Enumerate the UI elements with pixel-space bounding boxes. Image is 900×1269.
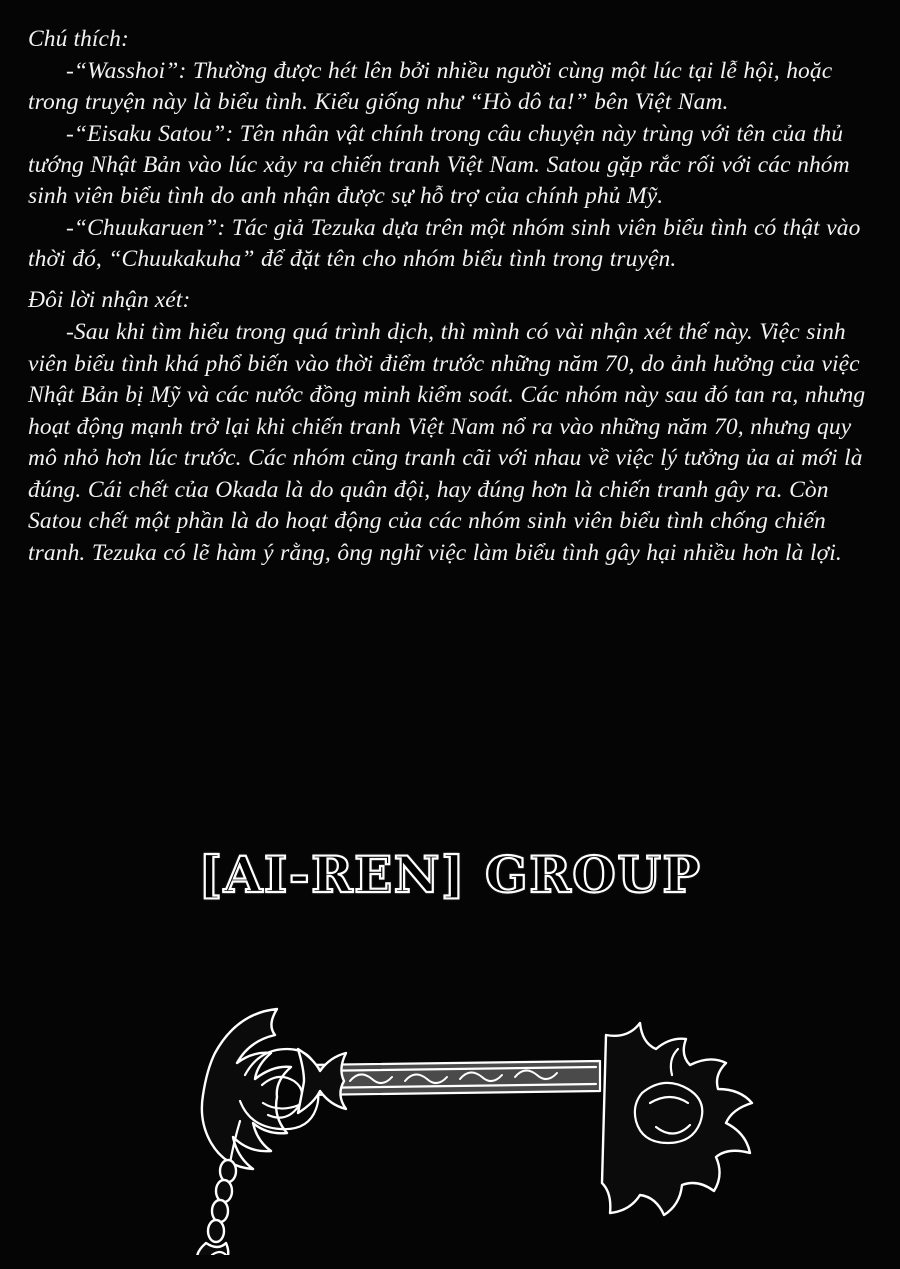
notes-heading: Chú thích: [28,26,129,52]
section-gap [28,276,876,285]
note-item-chuukaruen: -“Chuukaruen”: Tác giả Tezuka dựa trên một nhóm sinh viên biểu tình có thật vào thời đó, “Chuukakuha” để đặt tên cho nhóm biểu tình trong truyện. [28,215,861,272]
keyblade-emblem [120,925,780,1255]
note-item-eisaku-satou: -“Eisaku Satou”: Tên nhân vật chính trong câu chuyện này trùng với tên của thủ tướng Nhật Bản vào lúc xảy ra chiến tranh Việt Nam. Satou gặp rắc rối với các nhóm sinh viên biểu tình do anh nhận được sự hỗ trợ của chính phủ Mỹ. [28,121,850,209]
translator-notes [28,24,876,569]
comments-body: -Sau khi tìm hiểu trong quá trình dịch, thì mình có vài nhận xét thế này. Việc sinh viên biểu tình khá phổ biến vào thời điểm trước những năm 70, do ảnh hưởng của việc Nhật Bản bị Mỹ và các nước đồng minh kiểm soát. Các nhóm này sau đó tan ra, nhưng hoạt động mạnh trở lại khi chiến tranh Việt Nam nổ ra vào những năm 70, nhưng quy mô nhỏ hơn lúc trước. Các nhóm cũng tranh cãi với nhau về việc lý tưởng ủa ai mới là đúng. Cái chết của Okada là do quân đội, hay đúng hơn là chiến tranh gây ra. Còn Satou chết một phần là do hoạt động của các nhóm sinh viên biểu tình chống chiến tranh. Tezuka có lẽ hàm ý rằng, ông nghĩ việc làm biểu tình gây hại nhiều hơn là lợi. [28,319,866,566]
group-logo-text: [AI-REN] GROUP [198,845,702,904]
comments-heading: Đôi lời nhận xét: [28,287,191,313]
group-logo [0,845,900,904]
note-item-wasshoi: -“Wasshoi”: Thường được hét lên bởi nhiều người cùng một lúc tại lễ hội, hoặc trong truyện này là biểu tình. Kiểu giống như “Hò dô ta!” bên Việt Nam. [28,58,833,115]
